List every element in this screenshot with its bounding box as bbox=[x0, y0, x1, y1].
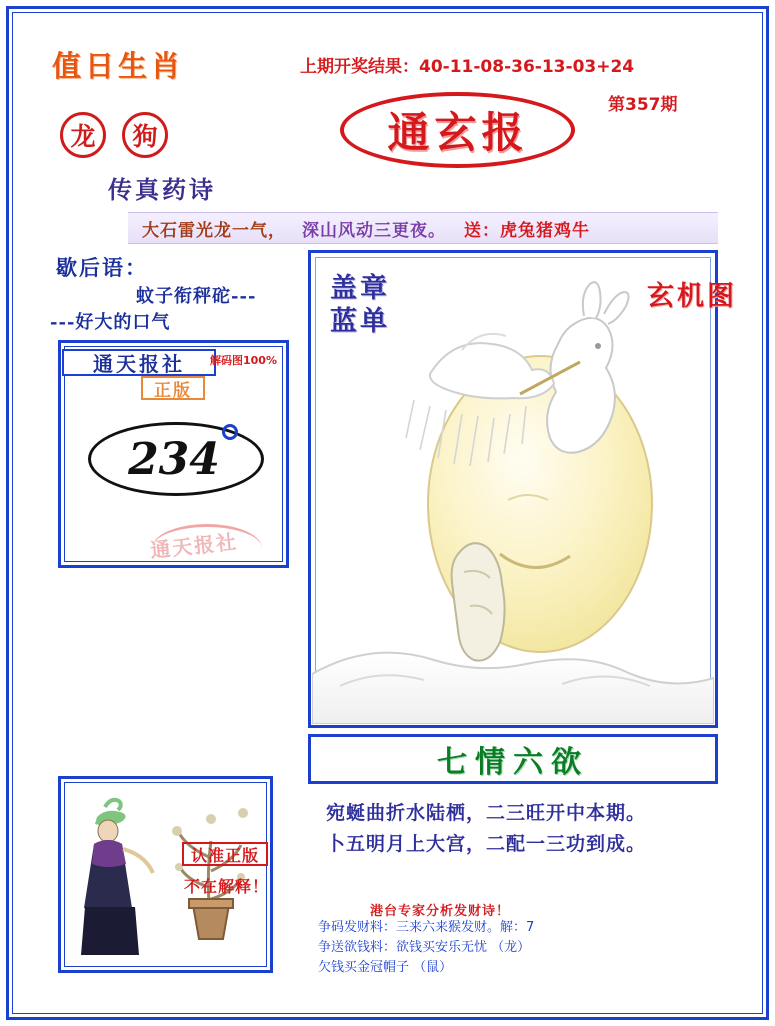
code-number: 234 bbox=[128, 434, 220, 485]
verse-block bbox=[326, 798, 716, 860]
xiehouyu-line-2: ---好大的口气 bbox=[50, 312, 171, 333]
gangtai-line-2: 争送欲钱料：欲钱买安乐无忧 （龙） bbox=[318, 940, 531, 955]
issue-number: 第357期 bbox=[608, 95, 678, 115]
gangtai-analysis-lines bbox=[318, 918, 718, 978]
verse-line-1: 宛蜒曲折水陆栖，二三旺开中本期。 bbox=[326, 802, 647, 824]
gangtai-line-3: 欠钱买金冠帽子 （鼠） bbox=[318, 960, 453, 975]
code-watermark-text: 通天报社 bbox=[149, 529, 240, 563]
code-dot-marker bbox=[222, 424, 238, 440]
gaizhang-line-2: 蓝单 bbox=[330, 306, 390, 337]
zodiac-badge-group bbox=[60, 112, 168, 158]
gangtai-line-1: 争码发财料：三来六来猴发财。解：7 bbox=[318, 920, 535, 935]
zhiri-shengxiao-title: 值日生肖 bbox=[52, 49, 185, 83]
xiehouyu-line-1: 蚊子衔秤砣--- bbox=[136, 286, 257, 307]
gangtai-analysis-title: 港台专家分析发财诗！ bbox=[370, 904, 511, 919]
gaizhang-line-1: 盖章 bbox=[330, 273, 390, 304]
poem-segment-2: 深山风动三更夜。 bbox=[302, 220, 446, 241]
tongtian-stamp: 通天报社 bbox=[62, 349, 216, 376]
poem-segment-1: 大石雷光龙一气， bbox=[142, 220, 286, 241]
poem-segment-3: 送：虎兔猪鸡牛 bbox=[464, 220, 590, 241]
zodiac-badge-dog: 狗 bbox=[122, 112, 168, 158]
qiqing-liuyu-box bbox=[308, 734, 718, 784]
renzhun-zhengban-stamp: 认准正版 bbox=[182, 842, 268, 866]
poem-band bbox=[128, 212, 718, 244]
buzai-jieshi-text: 不在解释！ bbox=[184, 877, 270, 896]
gaizhang-landan-label bbox=[330, 272, 390, 338]
zodiac-badge-dragon: 龙 bbox=[60, 112, 106, 158]
xuanji-tu-title: 玄机图 bbox=[647, 281, 737, 312]
jiema-percentage-tag: 解码图100% bbox=[210, 354, 277, 367]
page-title: 通玄报 bbox=[387, 108, 529, 157]
verse-line-2: 卜五明月上大宫，二配一三功到成。 bbox=[326, 833, 647, 855]
chuanzhen-yaoshi-label: 传真药诗 bbox=[108, 175, 216, 204]
lottery-result-text: 上期开奖结果：40-11-08-36-13-03+24 bbox=[300, 57, 635, 77]
xiehouyu-label: 歇后语： bbox=[56, 255, 148, 280]
zhengban-stamp: 正版 bbox=[141, 376, 205, 400]
qiqing-liuyu-title: 七情六欲 bbox=[437, 745, 589, 780]
